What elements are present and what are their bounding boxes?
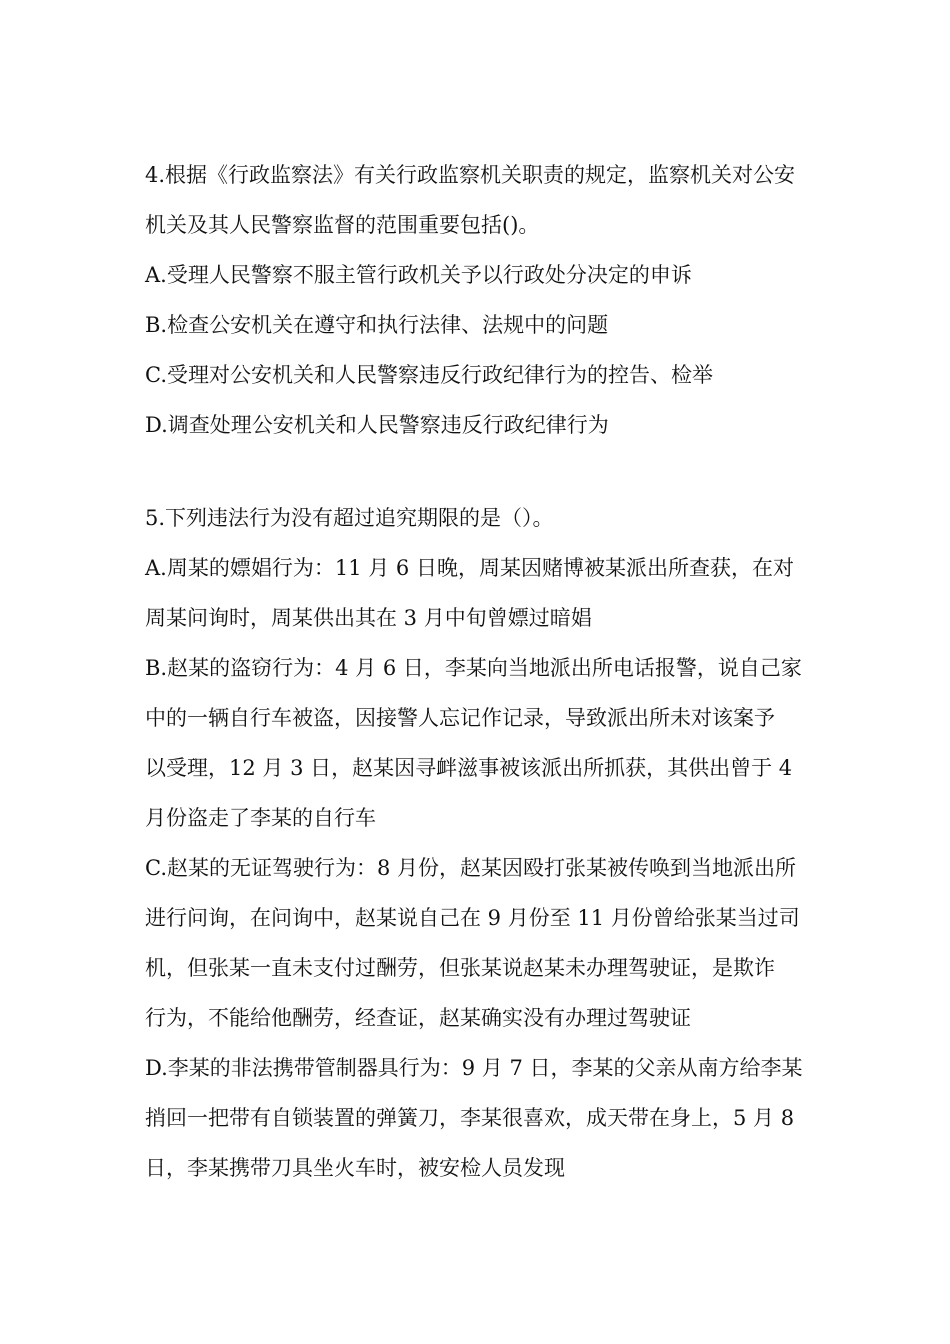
- document-page: [145, 150, 811, 1193]
- question-5: [145, 493, 811, 1193]
- option-d-line: D.李某的非法携带管制器具行为：9 月 7 日，李某的父亲从南方给李某: [145, 1056, 803, 1080]
- option-d-line: 捎回一把带有自锁装置的弹簧刀，李某很喜欢，成天带在身上，5 月 8: [145, 1106, 795, 1130]
- option-c: C.受理对公安机关和人民警察违反行政纪律行为的控告、检举: [145, 363, 713, 387]
- option-c-line: 机，但张某一直未支付过酬劳，但张某说赵某未办理驾驶证，是欺诈: [145, 956, 775, 980]
- option-a-line: 周某问询时，周某供出其在 3 月中旬曾嫖过暗娼: [145, 606, 592, 630]
- option-b-line: 以受理，12 月 3 日，赵某因寻衅滋事被该派出所抓获，其供出曾于 4: [145, 756, 793, 780]
- option-b-line: B.赵某的盗窃行为：4 月 6 日，李某向当地派出所电话报警，说自己家: [145, 656, 802, 680]
- question-4: [145, 150, 811, 450]
- option-d: D.调查处理公安机关和人民警察违反行政纪律行为: [145, 413, 609, 437]
- option-c-line: 进行问询，在问询中，赵某说自己在 9 月份至 11 月份曾给张某当过司: [145, 906, 800, 930]
- option-c-line: C.赵某的无证驾驶行为：8 月份，赵某因殴打张某被传唤到当地派出所: [145, 856, 797, 880]
- option-a: A.受理人民警察不服主管行政机关予以行政处分决定的申诉: [145, 263, 692, 287]
- option-b: B.检查公安机关在遵守和执行法律、法规中的问题: [145, 313, 609, 337]
- option-b-line: 中的一辆自行车被盗，因接警人忘记作记录，导致派出所未对该案予: [145, 706, 775, 730]
- question-stem-line: 机关及其人民警察监督的范围重要包括()。: [145, 213, 540, 237]
- option-b-line: 月份盗走了李某的自行车: [145, 806, 376, 830]
- option-a-line: A.周某的嫖娼行为：11 月 6 日晚，周某因赌博被某派出所查获，在对: [145, 556, 794, 580]
- question-stem-line: 4.根据《行政监察法》有关行政监察机关职责的规定，监察机关对公安: [145, 163, 796, 187]
- question-spacer: [145, 450, 811, 493]
- question-stem-line: 5.下列违法行为没有超过追究期限的是（）。: [145, 506, 554, 530]
- option-c-line: 行为，不能给他酬劳，经查证，赵某确实没有办理过驾驶证: [145, 1006, 691, 1030]
- option-d-line: 日，李某携带刀具坐火车时，被安检人员发现: [145, 1156, 565, 1180]
